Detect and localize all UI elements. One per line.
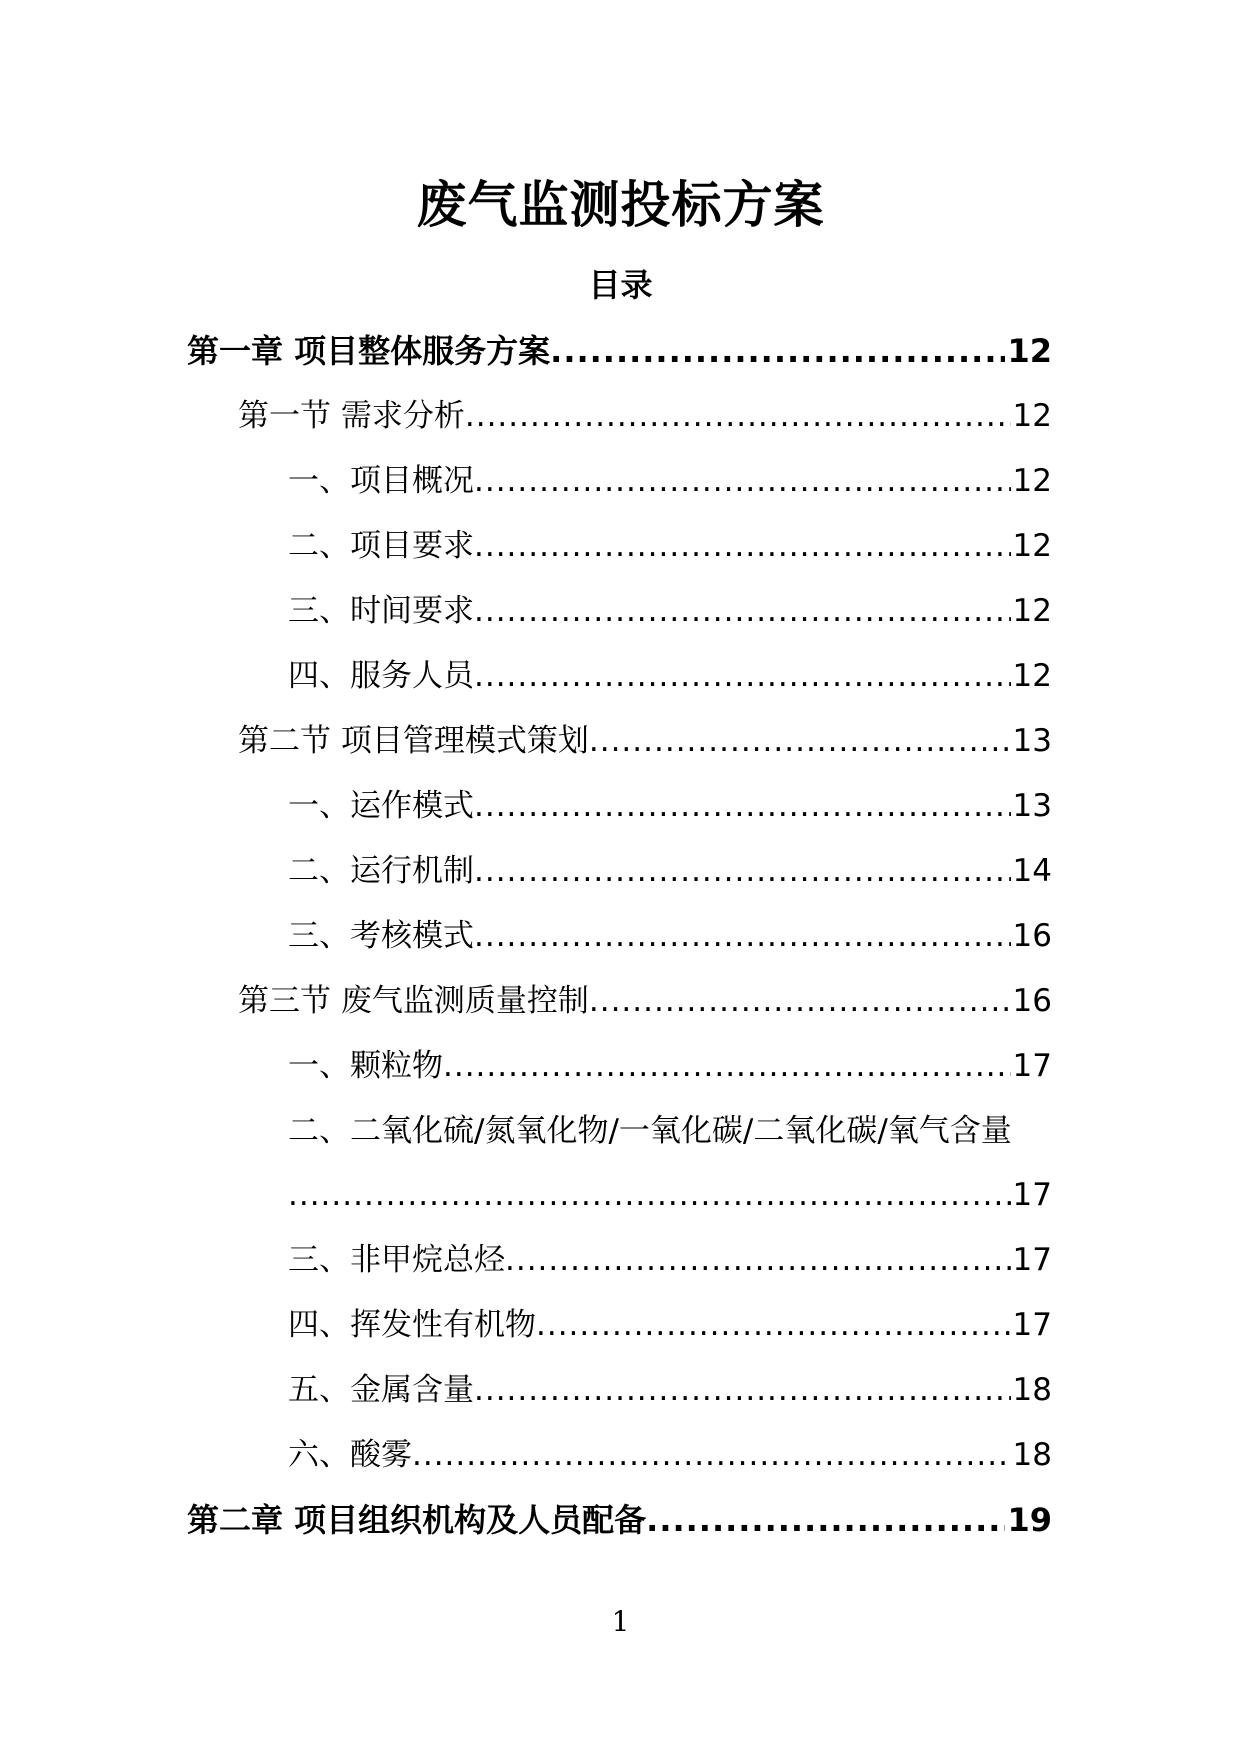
toc-page-number: 14 bbox=[1012, 853, 1052, 889]
toc-page-number: 18 bbox=[1012, 1437, 1052, 1473]
toc-dot-leader bbox=[474, 912, 1011, 960]
toc-entry-label: 一、运作模式 bbox=[288, 788, 474, 824]
toc-entry-item[interactable] bbox=[288, 1301, 1052, 1349]
document-title: 废气监测投标方案 bbox=[416, 176, 825, 234]
toc-dot-leader bbox=[288, 1171, 1011, 1219]
toc-entry-label: 四、服务人员 bbox=[288, 658, 474, 694]
toc-entry-item[interactable] bbox=[288, 652, 1052, 700]
toc-entry-section-1-2[interactable] bbox=[238, 717, 1052, 765]
toc-entry-section-1-1[interactable] bbox=[238, 392, 1052, 440]
toc-page-number: 18 bbox=[1012, 1372, 1052, 1408]
toc-entry-item-wrapped-leader[interactable] bbox=[288, 1171, 1052, 1219]
toc-page-number: 12 bbox=[1007, 332, 1052, 370]
toc-entry-item[interactable] bbox=[288, 782, 1052, 830]
toc-entry-item[interactable] bbox=[288, 1431, 1052, 1479]
toc-page-number: 12 bbox=[1012, 463, 1052, 499]
toc-page-number: 12 bbox=[1012, 528, 1052, 564]
toc-dot-leader bbox=[474, 522, 1011, 570]
page-number: 1 bbox=[611, 1605, 630, 1638]
toc-entry-label: 第一章 项目整体服务方案 bbox=[187, 332, 551, 370]
toc-entry-section-1-3[interactable] bbox=[238, 977, 1052, 1025]
toc-page-number: 17 bbox=[1012, 1242, 1052, 1278]
toc-dot-leader bbox=[536, 1301, 1011, 1349]
toc-entry-label: 第二章 项目组织机构及人员配备 bbox=[187, 1501, 647, 1539]
toc-dot-leader bbox=[550, 327, 1005, 375]
toc-entry-chapter-1[interactable] bbox=[187, 327, 1052, 375]
toc-entry-label: 四、挥发性有机物 bbox=[288, 1307, 536, 1343]
toc-dot-leader bbox=[474, 782, 1011, 830]
toc-dot-leader bbox=[589, 717, 1011, 765]
toc-entry-item-wrapped-label[interactable]: 二、二氧化硫/氮氧化物/一氧化碳/二氧化碳/氧气含量 bbox=[288, 1113, 1012, 1149]
toc-entry-item[interactable] bbox=[288, 457, 1052, 505]
toc-entry-label: 第三节 废气监测质量控制 bbox=[238, 983, 589, 1019]
toc-page-number: 17 bbox=[1012, 1177, 1052, 1213]
toc-entry-label: 三、非甲烷总烃 bbox=[288, 1242, 505, 1278]
toc-entry-label: 一、项目概况 bbox=[288, 463, 474, 499]
toc-entry-item[interactable] bbox=[288, 1366, 1052, 1414]
toc-entry-item[interactable] bbox=[288, 522, 1052, 570]
toc-entry-chapter-2[interactable] bbox=[187, 1496, 1052, 1544]
toc-dot-leader bbox=[474, 652, 1011, 700]
toc-entry-label: 三、时间要求 bbox=[288, 593, 474, 629]
toc-page-number: 13 bbox=[1012, 788, 1052, 824]
toc-page-number: 16 bbox=[1012, 918, 1052, 954]
toc-dot-leader bbox=[474, 1366, 1011, 1414]
toc-entry-label: 三、考核模式 bbox=[288, 918, 474, 954]
toc-dot-leader bbox=[474, 457, 1011, 505]
toc-dot-leader bbox=[412, 1431, 1011, 1479]
toc-dot-leader bbox=[474, 847, 1011, 895]
toc-dot-leader bbox=[474, 587, 1011, 635]
toc-dot-leader bbox=[465, 392, 1011, 440]
toc-page-number: 17 bbox=[1012, 1307, 1052, 1343]
toc-entry-label: 二、项目要求 bbox=[288, 528, 474, 564]
toc-entry-label: 六、酸雾 bbox=[288, 1437, 412, 1473]
toc-dot-leader bbox=[505, 1236, 1011, 1284]
toc-page-number: 12 bbox=[1012, 658, 1052, 694]
toc-entry-label: 二、运行机制 bbox=[288, 853, 474, 889]
toc-page-number: 12 bbox=[1012, 593, 1052, 629]
toc-page-number: 16 bbox=[1012, 983, 1052, 1019]
toc-entry-item[interactable] bbox=[288, 1042, 1052, 1090]
toc-entry-label: 第一节 需求分析 bbox=[238, 398, 465, 434]
toc-heading: 目录 bbox=[588, 266, 653, 304]
toc-entry-item[interactable] bbox=[288, 847, 1052, 895]
toc-entry-item[interactable] bbox=[288, 1236, 1052, 1284]
toc-dot-leader bbox=[646, 1496, 1005, 1544]
toc-entry-item[interactable] bbox=[288, 587, 1052, 635]
toc-page-number: 12 bbox=[1012, 398, 1052, 434]
toc-page-number: 19 bbox=[1007, 1501, 1052, 1539]
toc-dot-leader bbox=[443, 1042, 1011, 1090]
toc-page-number: 13 bbox=[1012, 723, 1052, 759]
toc-dot-leader bbox=[589, 977, 1011, 1025]
toc-entry-label: 第二节 项目管理模式策划 bbox=[238, 723, 589, 759]
toc-entry-label: 五、金属含量 bbox=[288, 1372, 474, 1408]
toc-entry-item[interactable] bbox=[288, 912, 1052, 960]
toc-entry-label: 一、颗粒物 bbox=[288, 1048, 443, 1084]
toc-page-number: 17 bbox=[1012, 1048, 1052, 1084]
